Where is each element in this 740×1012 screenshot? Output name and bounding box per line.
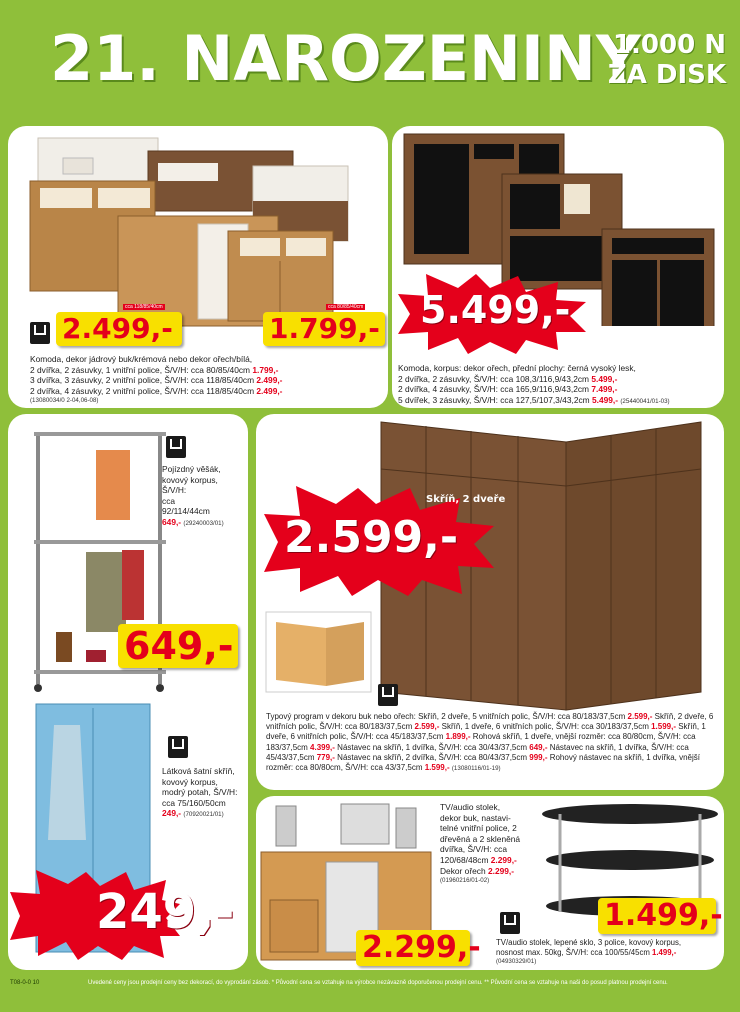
gloss-line-4-text: 5 dvířek, 3 zásuvky, Š/V/H: cca 127,5/107,3/43,2cm: [398, 394, 592, 405]
price-2499: 2.499,-: [62, 312, 173, 345]
gloss-line-1: Komoda, korpus: dekor ořech, přední plochy: černá vysoký lesk,: [398, 363, 636, 373]
sideboard-line-3-text: 3 dvířka, 3 zásuvky, 2 vnitřní police, Š/V/H: cca 118/85/40cm: [30, 375, 257, 386]
tv-line-6-text: 120/68/48cm: [440, 854, 491, 865]
tv-line-7: [440, 866, 540, 877]
gloss-line-4: [398, 395, 720, 408]
wardrobe-text-8: Nástavec na skříň, 2 dvířka, Š/V/H: cca 80/43/37,5cm: [334, 752, 530, 762]
fabric-wardrobe-description: [162, 766, 248, 821]
panel-tv-stands: [256, 796, 724, 970]
panel-wardrobes: [256, 414, 724, 790]
wardrobe-label: Skříň, 2 dveře: [426, 494, 506, 505]
gloss-line-3-text: 2 dvířka, 4 zásuvky, Š/V/H: cca 165,9/116,9/43,2cm: [398, 384, 592, 395]
tv-line-7-text: Dekor ořech: [440, 865, 488, 876]
glass-code: (04930329/01): [496, 958, 537, 966]
page-title: 21. NAROZENINY: [50, 22, 641, 95]
sideboard-line-2: [30, 365, 380, 376]
price-2599: 2.599,-: [284, 512, 459, 563]
cart-icon-tv: [500, 912, 520, 934]
fabric-line-price: 249,-: [162, 808, 182, 819]
wardrobe-text-5: Rohová skříň, 1 dveře, vnější rozměr: cca 80/80cm, Š/V/H: cca 183/37,5cm: [266, 732, 696, 752]
header-sub-line2: ZA DISK: [607, 60, 726, 90]
fabric-line-1: Látková šatní skříň,: [162, 766, 235, 776]
sideboard-line-4-price: 2.499,-: [256, 385, 283, 396]
wardrobe-text-9: Rohový nástavec na skříň, 1 dvířka, vnější rozměr: cca 80/80cm, Š/V/H: cca 43/37,5cm: [266, 752, 700, 773]
rack-line-1: Pojízdný věšák,: [162, 464, 221, 474]
price-649: 649,-: [124, 624, 234, 668]
wardrobe-price-9: 1.599,-: [424, 763, 450, 773]
price-2299: 2.299,-: [362, 930, 481, 965]
price-tag-1799: [263, 312, 385, 346]
wardrobe-code: (13080116/01-19): [451, 765, 501, 773]
glass-line-2: [496, 948, 722, 958]
gloss-line-3: [398, 384, 720, 395]
tv-line-5: dvířka, Š/V/H: cca: [440, 844, 508, 855]
panel-racks: [8, 414, 248, 970]
wardrobe-price-3: 1.599,-: [651, 722, 676, 732]
size-note-2: cca 80/85/40cm: [328, 304, 364, 310]
wardrobe-price-1: 2.599,-: [627, 712, 653, 721]
footer-disclaimer: Uvedené ceny jsou prodejní ceny bez dekorací, do vyprodání zásob. * Původní cena se vztahuje na výrobce nezávazně doporučenou prodejní cenu. ** Původní cena se vztahuje na naši do posud platnou prodejní cenu.: [88, 980, 668, 986]
wardrobe-text-2: Skříň, 2 dveře, 6 vnitřních polic, Š/V/H: cca 80/183/37,5cm: [266, 712, 714, 732]
sideboard-description: [30, 354, 380, 407]
glass-line-1: TV/audio stolek, lepené sklo, 3 police, kovový korpus,: [496, 938, 682, 947]
wardrobe-text-1: Typový program v dekoru buk nebo ořech: Skříň, 2 dveře, 5 vnitřních polic, Š/V/H: cca 80/183/37,5cm: [266, 712, 628, 721]
price-5499: 5.499,-: [420, 288, 571, 332]
cart-icon-wardrobes: [378, 684, 398, 706]
tv-line-7-price: 2.299,-: [487, 865, 515, 876]
rack-line-price: 649,-: [162, 516, 182, 527]
tv-line-1: TV/audio stolek,: [440, 802, 501, 812]
sideboard-code: (13080034/0 2-04,06-08): [30, 397, 99, 405]
glass-line-2-text: nosnost max. 50kg, Š/V/H: cca 100/55/45cm: [496, 947, 653, 957]
wardrobe-text-7: Nástavec na skříň, 1 dvířka, Š/V/H: cca 45/43/37,5cm: [266, 742, 689, 762]
tv-line-3: telné vnitřní police, 2: [440, 823, 517, 834]
wardrobe-price-2: 2.599,-: [414, 722, 440, 732]
glass-stand-description: [496, 938, 722, 967]
panel-gloss-sideboards: [392, 126, 724, 408]
wardrobe-text-6: Nástavec na skříň, 1 dvířka, Š/V/H: cca 30/43/37,5cm: [334, 742, 530, 752]
wardrobe-price-8: 999,-: [529, 752, 548, 762]
wardrobe-price-5: 4.399,-: [310, 742, 335, 752]
gloss-line-2: [398, 374, 720, 385]
gloss-description: [398, 363, 720, 407]
rack-code: (29240003/01): [183, 519, 224, 527]
tv-line-6: [440, 855, 540, 866]
fabric-code: (70920021/01): [183, 811, 224, 819]
wardrobe-price-6: 649,-: [529, 742, 548, 752]
rack-line-5: 92/114/44cm: [162, 506, 210, 517]
gloss-line-4-price: 5.499,-: [591, 394, 619, 405]
cart-icon: [30, 322, 50, 344]
wardrobe-text-4: Skříň, 1 dveře, 6 vnitřních polic, Š/V/H: cca 45/183/37,5cm: [266, 722, 706, 742]
wardrobe-price-7: 779,-: [316, 752, 335, 762]
rack-description: [162, 464, 246, 530]
cart-icon-wardrobe: [168, 736, 188, 758]
tv-code: (01960216/01-02): [440, 877, 490, 885]
tv-stand-description: [440, 802, 540, 887]
tv-line-6-price: 2.299,-: [490, 854, 517, 865]
cart-icon-rack: [166, 436, 186, 458]
sideboard-line-4-text: 2 dvířka, 4 zásuvky, 2 vnitřní police, Š/V/H: cca 118/85/40cm: [30, 385, 257, 396]
price-tag-1499: [598, 898, 723, 934]
header-sub-line1: 1.000 N: [612, 30, 726, 60]
sideboard-line-4: [30, 386, 380, 397]
tv-line-2: dekor buk, nastavi-: [440, 812, 511, 823]
rack-line-3: Š/V/H:: [162, 485, 187, 496]
sideboard-line-2-text: 2 dvířka, 2 zásuvky, 1 vnitřní police, Š/V/H: cca 80/85/40cm: [30, 364, 253, 375]
gloss-line-2-text: 2 dvířka, 2 zásuvky, Š/V/H: cca 108,3/116,9/43,2cm: [398, 373, 592, 384]
header-banner: [0, 0, 740, 120]
gloss-line-2-price: 5.499,-: [591, 373, 618, 384]
rack-line-2: kovový korpus,: [162, 474, 218, 485]
footer-code: T08-0-0 10: [10, 980, 40, 986]
price-tag-649: [118, 624, 238, 668]
sideboard-line-2-price: 1.799,-: [252, 364, 279, 375]
sideboard-line-1: Komoda, dekor jádrový buk/krémová nebo dekor ořech/bílá,: [30, 354, 253, 364]
price-tag-2299: [356, 930, 481, 966]
price-1499: 1.499,-: [604, 898, 723, 933]
price-249: 249,-: [96, 884, 235, 940]
tv-line-4: dřevěná a 2 skleněná: [440, 833, 521, 844]
panel-sideboards: [8, 126, 388, 408]
size-note-1: cca 118/85/40cm: [125, 304, 163, 310]
wardrobe-price-4: 1.899,-: [445, 732, 471, 742]
fabric-line-3: modrý potah, Š/V/H:: [162, 787, 238, 798]
sideboard-line-3: [30, 375, 380, 386]
rack-line-6: [162, 517, 246, 530]
wardrobe-description: [266, 712, 718, 774]
glass-line-2-price: 1.499,-: [652, 947, 677, 957]
rack-line-4: cca: [162, 495, 176, 506]
gloss-line-3-price: 7.499,-: [591, 384, 618, 395]
fabric-line-4: cca 75/160/50cm: [162, 797, 226, 808]
price-tag-2499: [56, 312, 182, 346]
fabric-line-5: [162, 808, 248, 821]
wardrobe-text-3: Skříň, 1 dveře, 6 vnitřních polic, Š/V/H: cca 30/183/37,5cm: [439, 722, 652, 732]
fabric-line-2: kovový korpus,: [162, 776, 218, 787]
header-subtitle: [608, 30, 726, 90]
sideboard-line-3-price: 2.499,-: [256, 375, 283, 386]
price-1799: 1.799,-: [269, 312, 380, 345]
gloss-code: (25440041/01-03): [620, 397, 670, 405]
